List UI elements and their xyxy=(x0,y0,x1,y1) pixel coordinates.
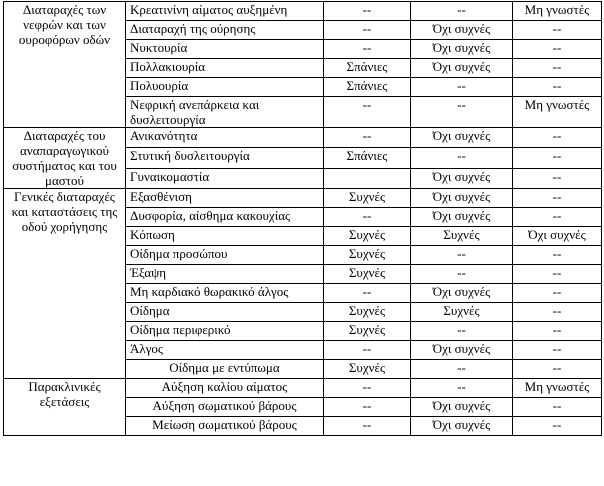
effect-cell: Νυκτουρία xyxy=(126,40,324,59)
effect-cell: Στυτική δυσλειτουργία xyxy=(126,148,324,168)
table-row xyxy=(4,379,602,398)
adverse-reactions-table xyxy=(3,1,602,436)
frequency-cell-1: -- xyxy=(324,40,411,59)
effect-cell: Κρεατινίνη αίματος αυξημένη xyxy=(126,2,324,21)
frequency-cell-1: -- xyxy=(324,208,411,227)
frequency-cell-1: -- xyxy=(324,341,411,360)
frequency-cell-3: -- xyxy=(513,322,602,341)
frequency-cell-3: -- xyxy=(513,59,602,78)
effect-cell: Έξαψη xyxy=(126,265,324,284)
frequency-cell-2: -- xyxy=(411,246,513,265)
frequency-cell-2: -- xyxy=(411,148,513,168)
category-cell: Παρακλινικές εξετάσεις xyxy=(4,379,126,436)
frequency-cell-2: -- xyxy=(411,379,513,398)
frequency-cell-2: Όχι συχνές xyxy=(411,128,513,148)
frequency-cell-3: -- xyxy=(513,21,602,40)
frequency-cell-1: Συχνές xyxy=(324,303,411,322)
effect-cell: Γυναικομαστία xyxy=(126,168,324,188)
frequency-cell-1 xyxy=(324,168,411,188)
frequency-cell-3: -- xyxy=(513,168,602,188)
frequency-cell-2: -- xyxy=(411,265,513,284)
frequency-cell-1: Συχνές xyxy=(324,265,411,284)
frequency-cell-2: Όχι συχνές xyxy=(411,21,513,40)
frequency-cell-2: Όχι συχνές xyxy=(411,398,513,417)
frequency-cell-1: Σπάνιες xyxy=(324,148,411,168)
frequency-cell-1: Συχνές xyxy=(324,189,411,208)
frequency-cell-2: -- xyxy=(411,322,513,341)
frequency-cell-2: Συχνές xyxy=(411,303,513,322)
frequency-cell-1: Συχνές xyxy=(324,360,411,379)
frequency-cell-1: Συχνές xyxy=(324,227,411,246)
frequency-cell-2: Όχι συχνές xyxy=(411,40,513,59)
frequency-cell-3: -- xyxy=(513,303,602,322)
effect-cell: Οίδημα xyxy=(126,303,324,322)
effect-cell: Νεφρική ανεπάρκεια και δυσλειτουργία xyxy=(126,97,324,128)
frequency-cell-3: Όχι συχνές xyxy=(513,227,602,246)
frequency-cell-3: -- xyxy=(513,246,602,265)
category-cell: Γενικές διαταραχές και καταστάσεις της οδού χορήγησης xyxy=(4,189,126,379)
frequency-cell-2: Όχι συχνές xyxy=(411,284,513,303)
effect-cell: Διαταραχή της ούρησης xyxy=(126,21,324,40)
frequency-cell-2: -- xyxy=(411,2,513,21)
frequency-cell-3: -- xyxy=(513,398,602,417)
frequency-cell-1: -- xyxy=(324,128,411,148)
frequency-cell-3: -- xyxy=(513,265,602,284)
effect-cell: Πολλακιουρία xyxy=(126,59,324,78)
frequency-cell-1: -- xyxy=(324,21,411,40)
frequency-cell-1: -- xyxy=(324,417,411,436)
frequency-cell-3: -- xyxy=(513,40,602,59)
frequency-cell-2: Όχι συχνές xyxy=(411,417,513,436)
frequency-cell-3: -- xyxy=(513,78,602,97)
table-row xyxy=(4,189,602,208)
frequency-cell-2: Όχι συχνές xyxy=(411,59,513,78)
effect-cell: Μη καρδιακό θωρακικό άλγος xyxy=(126,284,324,303)
effect-cell: Οίδημα περιφερικό xyxy=(126,322,324,341)
effect-cell: Αύξηση καλίου αίματος xyxy=(126,379,324,398)
frequency-cell-3: -- xyxy=(513,284,602,303)
effect-cell: Μείωση σωματικού βάρους xyxy=(126,417,324,436)
frequency-cell-3: Μη γνωστές xyxy=(513,97,602,128)
frequency-cell-3: -- xyxy=(513,417,602,436)
effect-cell: Δυσφορία, αίσθημα κακουχίας xyxy=(126,208,324,227)
effect-cell: Ανικανότητα xyxy=(126,128,324,148)
adverse-reactions-body xyxy=(4,2,602,436)
effect-cell: Αύξηση σωματικού βάρους xyxy=(126,398,324,417)
frequency-cell-3: -- xyxy=(513,128,602,148)
category-cell: Διαταραχές του αναπαραγωγικού συστήματος και του μαστού xyxy=(4,128,126,189)
frequency-cell-3: -- xyxy=(513,341,602,360)
effect-cell: Εξασθένιση xyxy=(126,189,324,208)
frequency-cell-1: Συχνές xyxy=(324,322,411,341)
frequency-cell-3: Μη γνωστές xyxy=(513,379,602,398)
frequency-cell-1: -- xyxy=(324,398,411,417)
frequency-cell-1: Συχνές xyxy=(324,246,411,265)
frequency-cell-1: Σπάνιες xyxy=(324,78,411,97)
frequency-cell-3: -- xyxy=(513,189,602,208)
frequency-cell-2: Συχνές xyxy=(411,227,513,246)
frequency-cell-3: Μη γνωστές xyxy=(513,2,602,21)
frequency-cell-1: -- xyxy=(324,284,411,303)
effect-cell: Πολυουρία xyxy=(126,78,324,97)
frequency-cell-2: -- xyxy=(411,97,513,128)
frequency-cell-3: -- xyxy=(513,360,602,379)
frequency-cell-2: Όχι συχνές xyxy=(411,341,513,360)
frequency-cell-2: Όχι συχνές xyxy=(411,168,513,188)
frequency-cell-1: -- xyxy=(324,2,411,21)
frequency-cell-1: -- xyxy=(324,97,411,128)
category-cell: Διαταραχές των νεφρών και των ουροφόρων οδών xyxy=(4,2,126,128)
frequency-cell-2: Όχι συχνές xyxy=(411,189,513,208)
frequency-cell-3: -- xyxy=(513,148,602,168)
effect-cell: Κόπωση xyxy=(126,227,324,246)
frequency-cell-3: -- xyxy=(513,208,602,227)
frequency-cell-1: Σπάνιες xyxy=(324,59,411,78)
effect-cell: Οίδημα προσώπου xyxy=(126,246,324,265)
table-row xyxy=(4,128,602,148)
table-row xyxy=(4,2,602,21)
effect-cell: Άλγος xyxy=(126,341,324,360)
frequency-cell-2: -- xyxy=(411,78,513,97)
frequency-cell-1: -- xyxy=(324,379,411,398)
frequency-cell-2: -- xyxy=(411,360,513,379)
frequency-cell-2: Όχι συχνές xyxy=(411,208,513,227)
effect-cell: Οίδημα με εντύπωμα xyxy=(126,360,324,379)
